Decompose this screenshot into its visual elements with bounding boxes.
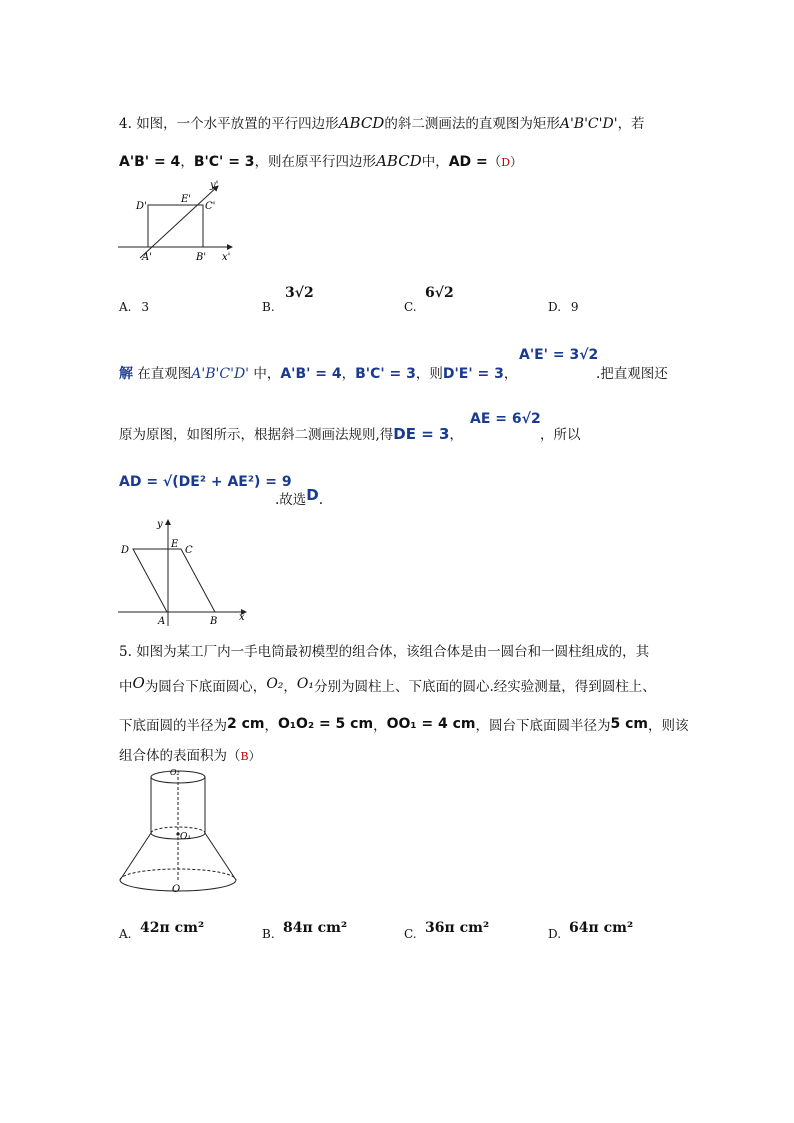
label-c: C'	[205, 201, 216, 212]
solution-label: 解	[119, 366, 133, 382]
q5-answer: B	[240, 750, 249, 763]
q4-option-c[interactable]: C.	[404, 300, 417, 314]
q4-option-b[interactable]: B.	[262, 300, 275, 314]
q5-option-d-value: 64π cm²	[569, 920, 634, 936]
label-e: E'	[181, 194, 192, 205]
q4-answer: D	[501, 156, 511, 169]
solution-ae: AE = 6√2	[470, 411, 541, 427]
label-a: A'	[142, 252, 152, 263]
q5-option-c-value: 36π cm²	[425, 920, 490, 936]
label-d: D'	[136, 201, 147, 212]
q4-option-c-value: 6√2	[425, 285, 454, 301]
q4-option-a[interactable]: A. 3	[119, 300, 149, 314]
q4-stem-line1: 4. 如图，一个水平放置的平行四边形ABCD的斜二测画法的直观图为矩形A'B'C'D'，若	[119, 114, 645, 132]
q5-option-b-value: 84π cm²	[283, 920, 348, 936]
solution-conclusion: .故选D.	[275, 486, 324, 508]
label-d: D	[121, 545, 130, 556]
solution-line2: 原为原图，如图所示，根据斜二测画法规则,得DE = 3，	[119, 425, 463, 443]
solution-figure	[118, 516, 253, 628]
label-a: A	[158, 616, 166, 627]
solution-ad-formula: AD = √(DE² + AE²) = 9	[119, 474, 292, 490]
label-x: x'	[222, 252, 231, 263]
solution-line1: 解 在直观图A'B'C'D' 中，A'B' = 4，B'C' = 3，则D'E' = 3，	[119, 366, 518, 382]
label-b: B	[210, 616, 218, 627]
q5-option-c[interactable]: C.	[404, 927, 417, 941]
q5-figure	[115, 764, 245, 899]
label-y: y'	[210, 180, 219, 191]
q5-stem-line3: 下底面圆的半径为2 cm，O₁O₂ = 5 cm，OO₁ = 4 cm，圆台下底面圆半径为5 cm，则该	[119, 716, 689, 734]
q5-stem-line1: 5. 如图为某工厂内一手电筒最初模型的组合体，该组合体是由一圆台和一圆柱组成的，其	[119, 644, 650, 660]
q4-option-d[interactable]: D. 9	[548, 300, 579, 314]
label-x: x	[239, 612, 245, 623]
label-o2: O₂	[170, 768, 180, 777]
label-o: O	[172, 884, 181, 895]
rectangle-apbpcpdp	[148, 205, 203, 247]
q5-number: 5.	[119, 644, 132, 660]
label-e: E	[171, 539, 179, 550]
q5-option-a-value: 42π cm²	[140, 920, 205, 936]
q4-number: 4.	[119, 116, 132, 132]
label-y: y	[157, 519, 163, 530]
q5-stem-line2: 中O为圆台下底面圆心，O₂，O₁分别为圆柱上、下底面的圆心.经实验测量，得到圆柱上、	[119, 674, 656, 695]
q5-option-d[interactable]: D.	[548, 927, 562, 941]
label-o1: O₁	[180, 832, 191, 842]
solution-ae-prime: A'E' = 3√2	[519, 347, 599, 363]
parallelogram-abcd	[133, 549, 215, 612]
label-b: B'	[196, 252, 207, 263]
q5-option-a[interactable]: A.	[119, 927, 132, 941]
q4-option-b-value: 3√2	[285, 285, 314, 301]
q5-stem-line4: 组合体的表面积为（B）	[119, 748, 261, 764]
q4-figure	[118, 178, 238, 268]
q4-stem-line2: A'B' = 4，B'C' = 3，则在原平行四边形ABCD中，AD =（D）	[119, 152, 523, 170]
q5-option-b[interactable]: B.	[262, 927, 275, 941]
label-c: C	[185, 545, 193, 556]
